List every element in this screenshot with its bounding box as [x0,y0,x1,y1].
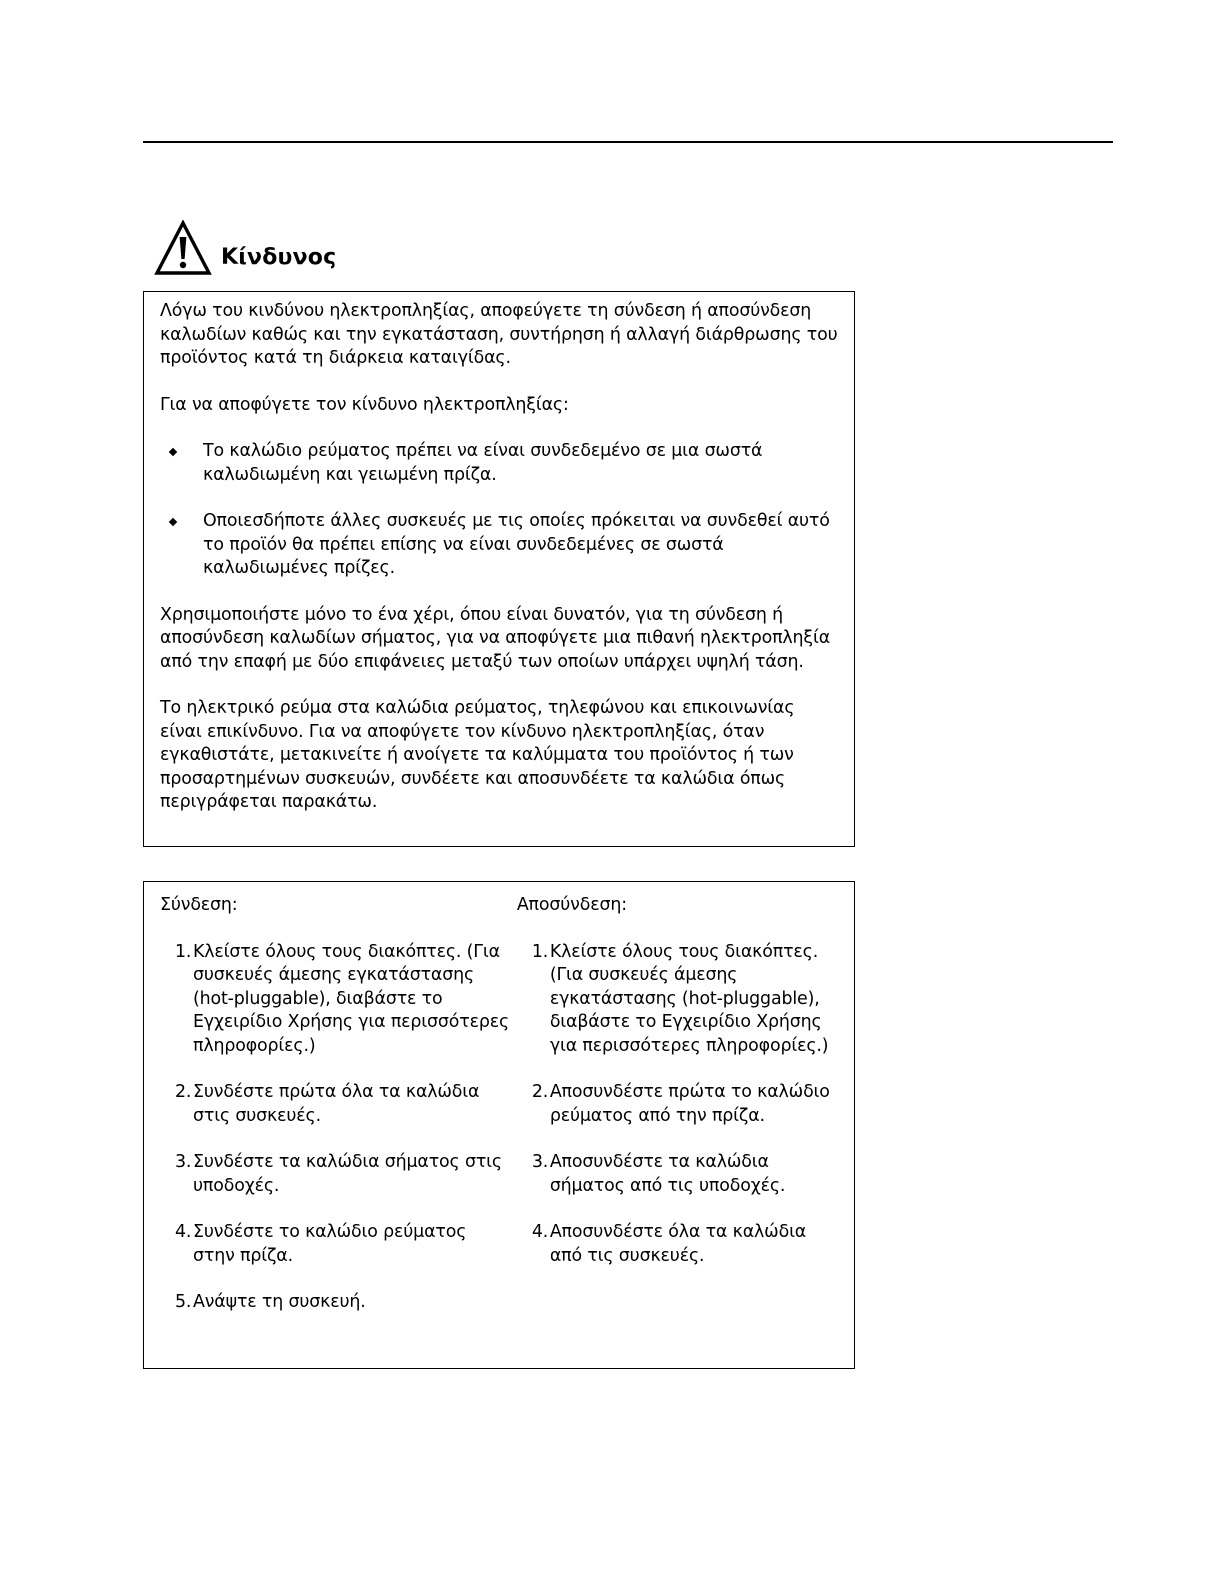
diamond-bullet-icon [169,448,177,456]
danger-title: Κίνδυνος [221,245,337,270]
warning-paragraph-2: Για να αποφύγετε τον κίνδυνο ηλεκτροπληξίας: [160,394,569,415]
disconnect-steps [517,941,842,1269]
connect-heading: Σύνδεση: [160,895,238,915]
warning-triangle-icon [154,220,212,276]
warning-box [143,291,855,847]
connect-step: 4. Συνδέστε το καλώδιο ρεύματος στην πρίζα. [175,1222,467,1266]
bullet-item [160,510,840,581]
disconnect-step: 2. Αποσυνδέστε πρώτα το καλώδιο ρεύματος από την πρίζα. [531,1082,830,1126]
disconnect-step: 4. Αποσυνδέστε όλα τα καλώδια από τις συσκευές. [531,1222,807,1266]
disconnect-step: 1. Κλείστε όλους τους διακόπτες. (Για συσκευές άμεσης εγκατάστασης (hot-pluggable), διαβάστε το Εγχειρίδιο Χρήσης για περισσότερες πληροφορίες.) [531,941,829,1056]
warning-paragraph-3: Χρησιμοποιήστε μόνο το ένα χέρι, όπου είναι δυνατόν, για τη σύνδεση ή αποσύνδεση καλωδίων σήματος, για να αποφύγετε μια πιθανή ηλεκτροπληξία από την επαφή με δύο επιφάνειες μεταξύ των οποίων υπάρχει υψηλή τάση. [160,604,831,672]
connect-column [160,894,511,1338]
bullet-item [160,440,840,487]
disconnect-heading: Αποσύνδεση: [516,895,627,915]
warning-paragraph-1: Λόγω του κινδύνου ηλεκτροπληξίας, αποφεύγετε τη σύνδεση ή αποσύνδεση καλωδίων καθώς και την εγκατάσταση, συντήρηση ή αλλαγή διάρθρωσης του προϊόντος κατά τη διάρκεια καταιγίδας. [160,301,838,368]
procedure-box [143,881,855,1369]
diamond-bullet-icon [169,518,177,526]
warning-paragraph-4: Το ηλεκτρικό ρεύμα στα καλώδια ρεύματος, τηλεφώνου και επικοινωνίας είναι επικίνδυνο. Για να αποφύγετε τον κίνδυνο ηλεκτροπληξίας, όταν εγκαθιστάτε, μετακινείτε ή ανοίγετε τα καλύμματα του προϊόντος ή των προσαρτημένων συσκευών, συνδέετε και αποσυνδέετε τα καλώδια όπως περιγράφεται παρακάτω. [160,698,795,812]
danger-heading [154,218,336,276]
connect-step: 3. Συνδέστε τα καλώδια σήματος στις υποδοχές. [175,1152,502,1196]
disconnect-step: 3. Αποσυνδέστε τα καλώδια σήματος από τις υποδοχές. [531,1152,786,1196]
connect-step: 5. Ανάψτε τη συσκευή. [175,1292,366,1312]
disconnect-column [517,894,842,1338]
connect-step: 2. Συνδέστε πρώτα όλα τα καλώδια στις συσκευές. [175,1082,480,1126]
bullet-text: Οποιεσδήποτε άλλες συσκευές με τις οποίες πρόκειται να συνδεθεί αυτό το προϊόν θα πρέπει επίσης να είναι συνδεδεμένες σε σωστά καλωδιωμένες πρίζες. [203,511,830,578]
top-rule [143,141,1113,143]
connect-step: 1. Κλείστε όλους τους διακόπτες. (Για συσκευές άμεσης εγκατάστασης (hot-pluggable), διαβάστε το Εγχειρίδιο Χρήσης για περισσότερες πληροφορίες.) [175,941,510,1056]
bullet-text: Το καλώδιο ρεύματος πρέπει να είναι συνδεδεμένο σε μια σωστά καλωδιωμένη και γειωμένη πρίζα. [203,441,763,485]
connect-steps [160,941,511,1315]
